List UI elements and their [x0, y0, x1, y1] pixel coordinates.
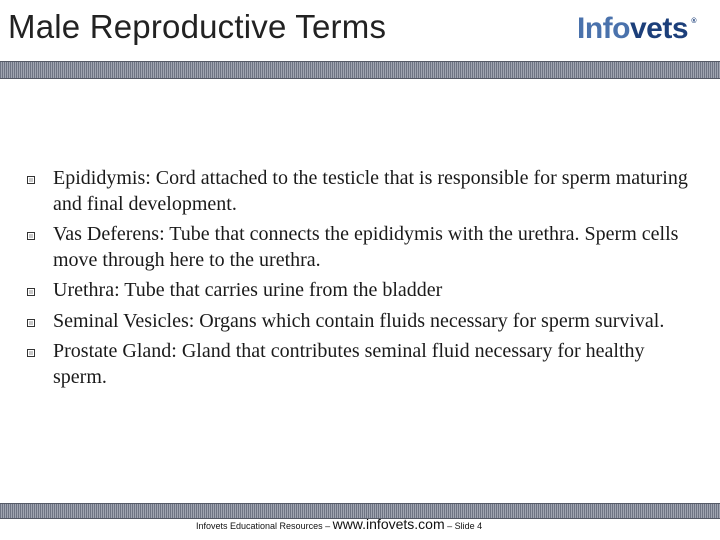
square-bullet-icon	[27, 288, 35, 296]
list-item	[0, 222, 693, 273]
square-bullet-icon	[27, 176, 35, 184]
bullet-text: Urethra: Tube that carries urine from the bladder	[53, 279, 443, 301]
list-item	[0, 278, 693, 304]
bullet-text: Prostate Gland: Gland that contributes seminal fluid necessary for healthy sperm.	[53, 340, 645, 388]
square-bullet-icon	[27, 319, 35, 327]
footer-url-link[interactable]: www.infovets.com	[332, 516, 445, 532]
slide-title: Male Reproductive Terms	[8, 8, 387, 45]
bullet-text: Vas Deferens: Tube that connects the epididymis with the urethra. Sperm cells move through here to the urethra.	[53, 223, 679, 271]
bullet-text: Epididymis: Cord attached to the testicle that is responsible for sperm maturing and final development.	[53, 167, 688, 215]
infovets-logo	[577, 12, 697, 46]
header-divider-bar	[0, 61, 720, 79]
bullet-text: Seminal Vesicles: Organs which contain fluids necessary for sperm survival.	[53, 309, 665, 332]
list-item	[0, 166, 693, 217]
square-bullet-icon	[27, 349, 35, 357]
logo-text-part2: vets	[629, 12, 689, 45]
footer-prefix: Infovets Educational Resources –	[196, 521, 333, 531]
logo-text-part1: Info	[577, 12, 630, 45]
square-bullet-icon	[27, 232, 35, 240]
list-item	[0, 309, 693, 335]
registered-mark: ®	[691, 18, 697, 25]
slide-footer	[196, 516, 482, 532]
bullet-list	[0, 166, 720, 395]
list-item	[0, 339, 693, 390]
footer-suffix: – Slide 4	[444, 521, 483, 531]
